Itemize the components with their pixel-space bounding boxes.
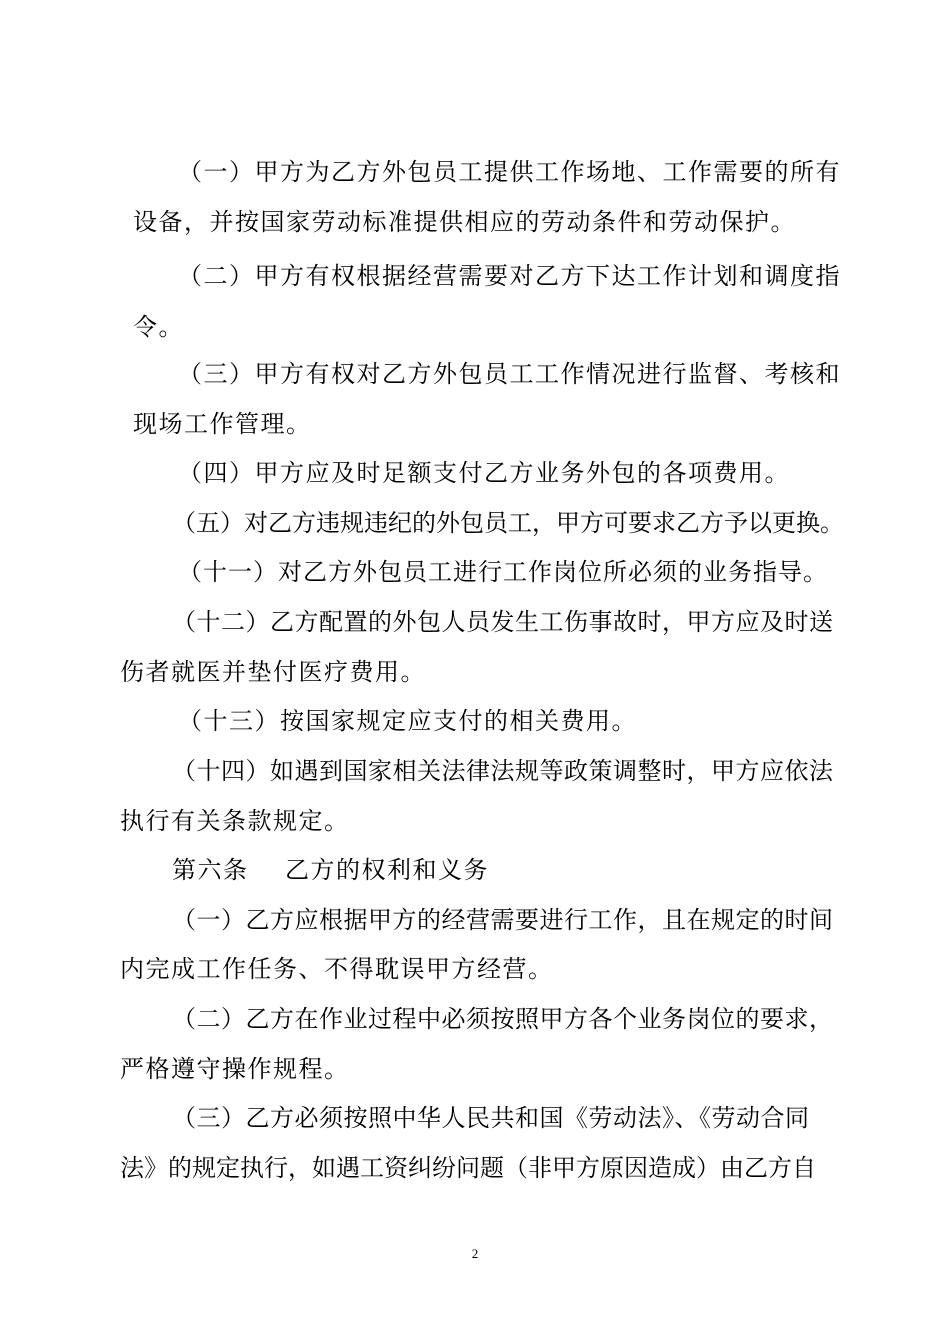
text-line: 现场工作管理。 [133,410,312,438]
text-line: （一）甲方为乙方外包员工提供工作场地、工作需要的所有 [178,158,841,186]
text-line: 严格遵守操作规程。 [120,1055,350,1083]
text-line: （二）甲方有权根据经营需要对乙方下达工作计划和调度指 [178,262,841,290]
text-line: （一）乙方应根据甲方的经营需要进行工作，且在规定的时间 [172,906,834,934]
text-line: （三）乙方必须按照中华人民共和国《劳动法》、《劳动合同 [172,1104,810,1132]
text-line: （十四）如遇到国家相关法律法规等政策调整时，甲方应依法 [172,757,834,785]
text-line: 执行有关条款规定。 [120,807,350,835]
article-heading: 第六条 乙方的权利和义务 [172,856,490,884]
text-line: （五）对乙方违规违纪的外包员工，甲方可要求乙方予以更换。 [172,509,844,537]
text-line: （十三）按国家规定应支付的相关费用。 [178,707,637,735]
text-line: 令。 [133,313,184,341]
text-line: （十二）乙方配置的外包人员发生工伤事故时，甲方应及时送 [172,608,834,636]
text-line: 法》的规定执行，如遇工资纠纷问题（非甲方原因造成）由乙方自 [120,1154,816,1182]
text-line: （三）甲方有权对乙方外包员工工作情况进行监督、考核和 [178,360,841,388]
text-line: （四）甲方应及时足额支付乙方业务外包的各项费用。 [178,459,790,487]
page-number: 2 [471,1246,479,1261]
text-line: 设备，并按国家劳动标准提供相应的劳动条件和劳动保护。 [133,208,796,236]
text-line: （二）乙方在作业过程中必须按照甲方各个业务岗位的要求， [172,1005,834,1033]
text-line: 内完成工作任务、不得耽误甲方经营。 [120,955,554,983]
text-line: （十一）对乙方外包员工进行工作岗位所必须的业务指导。 [178,558,828,586]
text-line: 伤者就医并垫付医疗费用。 [120,658,426,686]
